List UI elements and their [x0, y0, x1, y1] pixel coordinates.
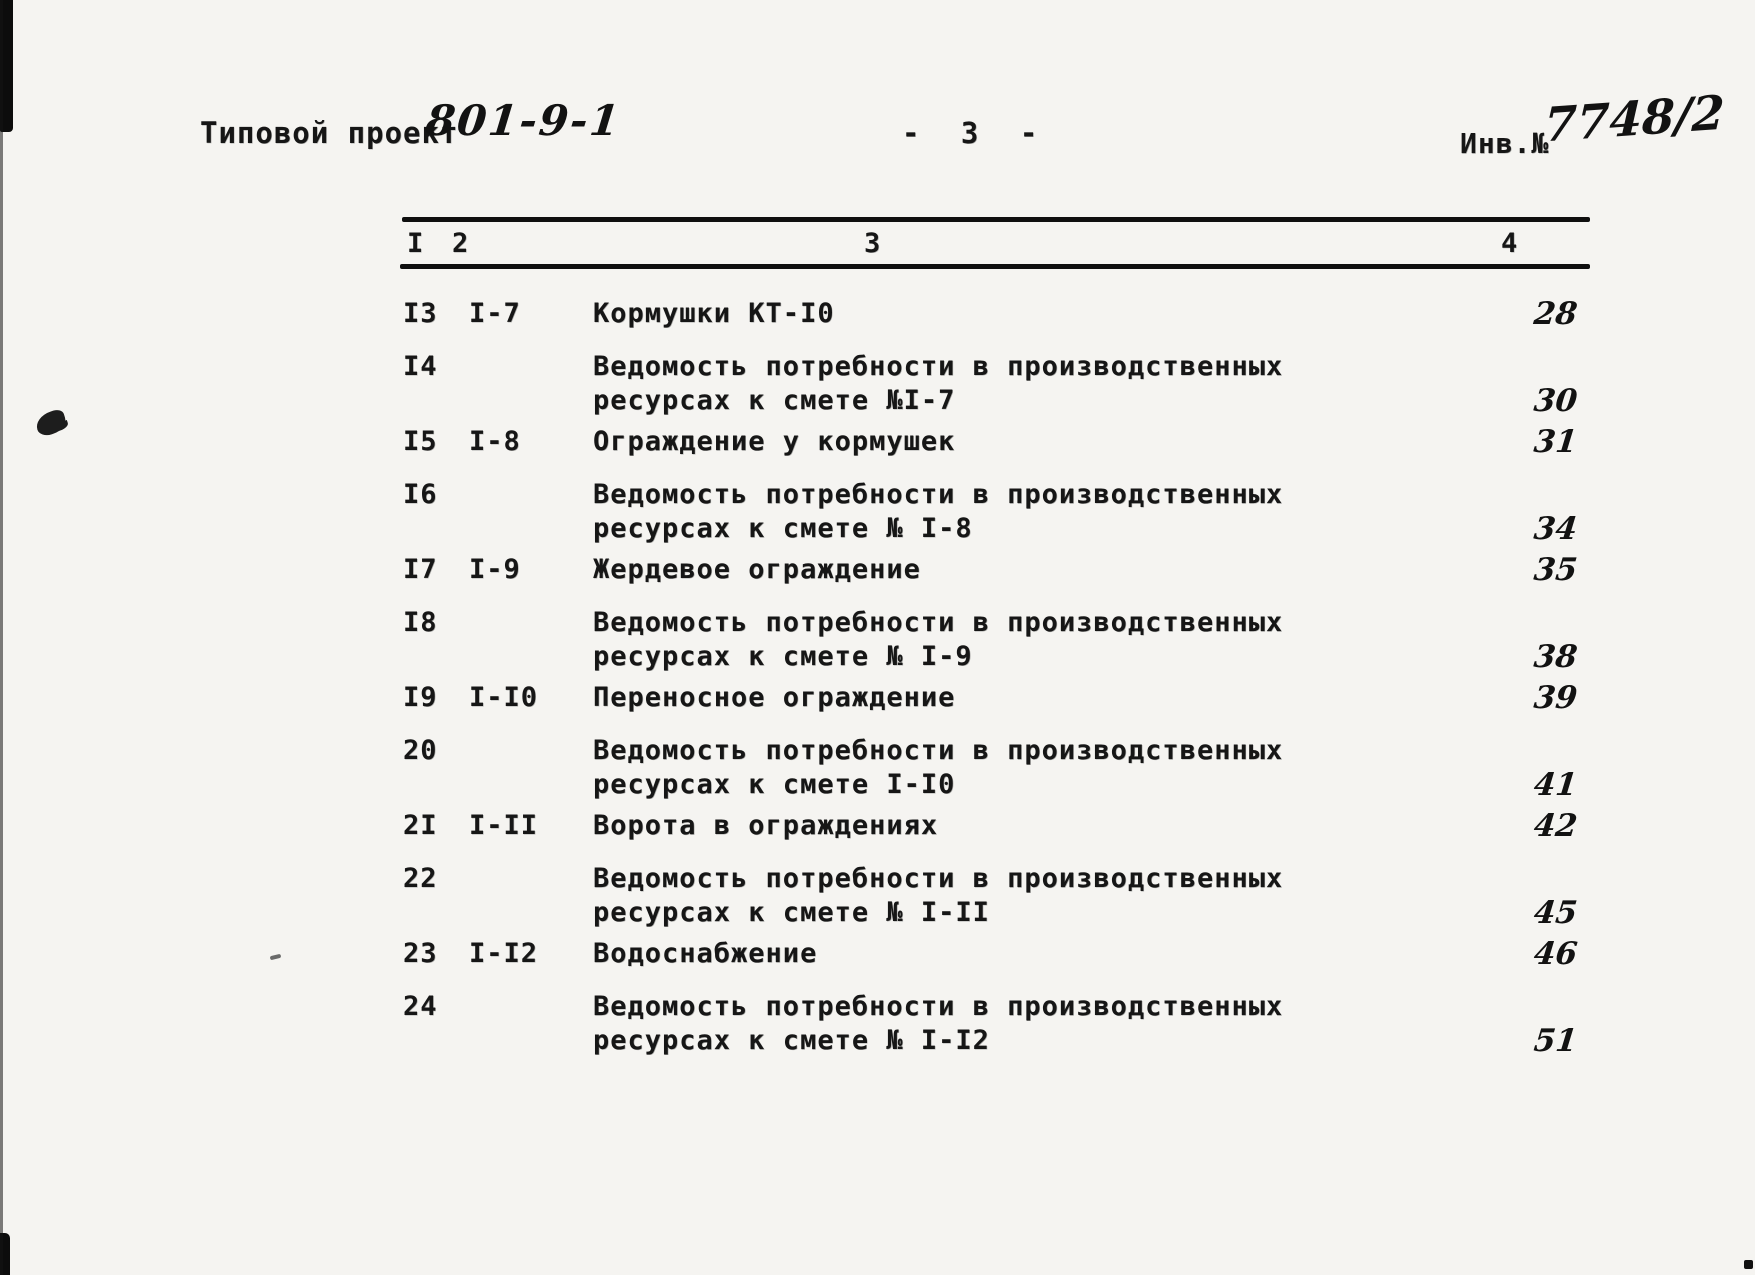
row-number: 23	[403, 938, 438, 969]
table-row	[403, 937, 1593, 971]
page-reference-handwritten: 39	[1532, 680, 1580, 716]
project-label: Типовой проект	[200, 116, 459, 150]
inventory-label: Инв.№	[1460, 127, 1550, 160]
table-header-rule	[400, 264, 1590, 269]
estimate-code: I-9	[469, 554, 521, 585]
row-number: I8	[403, 607, 438, 638]
page-reference-handwritten: 42	[1532, 808, 1580, 844]
row-number: I9	[403, 682, 438, 713]
row-number: 20	[403, 735, 438, 766]
scan-edge-line	[0, 0, 3, 1275]
table-row	[403, 734, 1593, 802]
row-title: Ведомость потребности в производственных ресурсах к смете №I-7	[593, 351, 1284, 416]
table-row	[403, 681, 1593, 715]
corner-mark-artifact	[1744, 1260, 1753, 1269]
row-title: Ведомость потребности в производственных ресурсах к смете I-I0	[593, 735, 1284, 800]
table-row	[403, 553, 1593, 587]
row-number: I3	[403, 298, 438, 329]
table-row	[403, 478, 1593, 546]
row-title: Ограждение у кормушек	[593, 426, 956, 457]
table-row	[403, 425, 1593, 459]
estimate-code: I-7	[469, 298, 521, 329]
estimate-code: I-I0	[469, 682, 539, 713]
estimate-code: I-II	[469, 810, 539, 841]
page-reference-handwritten: 38	[1532, 639, 1580, 675]
column-header-2: 2	[452, 228, 470, 259]
page-number: - 3 -	[902, 116, 1050, 150]
page-reference-handwritten: 34	[1532, 511, 1580, 547]
page-reference-handwritten: 46	[1532, 936, 1580, 972]
row-number: I4	[403, 351, 438, 382]
table-row	[403, 990, 1593, 1058]
row-number: 24	[403, 991, 438, 1022]
table-row	[403, 297, 1593, 331]
row-title: Ведомость потребности в производственных ресурсах к смете № I-9	[593, 607, 1284, 672]
table-of-contents-rows	[403, 297, 1593, 1065]
table-row	[403, 350, 1593, 418]
dust-speck-artifact	[270, 954, 282, 961]
page-reference-handwritten: 45	[1532, 895, 1580, 931]
row-title: Жердевое ограждение	[593, 554, 921, 585]
row-number: I7	[403, 554, 438, 585]
page-reference-handwritten: 28	[1532, 296, 1580, 332]
table-top-rule	[402, 217, 1590, 222]
row-title: Переносное ограждение	[593, 682, 956, 713]
project-number-handwritten: 801-9-1	[423, 96, 624, 145]
page-reference-handwritten: 31	[1532, 424, 1580, 460]
inventory-number-handwritten: 7748/2	[1543, 85, 1726, 154]
row-number: 2I	[403, 810, 438, 841]
row-title: Ведомость потребности в производственных ресурсах к смете № I-I2	[593, 991, 1284, 1056]
row-title: Ворота в ограждениях	[593, 810, 939, 841]
row-number: I5	[403, 426, 438, 457]
row-title: Кормушки КТ-I0	[593, 298, 835, 329]
page-reference-handwritten: 41	[1532, 767, 1580, 803]
table-row	[403, 606, 1593, 674]
table-row	[403, 809, 1593, 843]
estimate-code: I-I2	[469, 938, 539, 969]
ink-blot-artifact	[33, 408, 68, 438]
column-header-4: 4	[1501, 228, 1519, 259]
page-reference-handwritten: 30	[1532, 383, 1580, 419]
column-header-3: 3	[864, 228, 882, 259]
row-title: Ведомость потребности в производственных ресурсах к смете № I-II	[593, 863, 1284, 928]
page-reference-handwritten: 51	[1532, 1023, 1580, 1059]
estimate-code: I-8	[469, 426, 521, 457]
row-title: Водоснабжение	[593, 938, 818, 969]
table-row	[403, 862, 1593, 930]
column-header-1: I	[407, 228, 425, 259]
row-title: Ведомость потребности в производственных ресурсах к смете № I-8	[593, 479, 1284, 544]
row-number: I6	[403, 479, 438, 510]
page-reference-handwritten: 35	[1532, 552, 1580, 588]
row-number: 22	[403, 863, 438, 894]
